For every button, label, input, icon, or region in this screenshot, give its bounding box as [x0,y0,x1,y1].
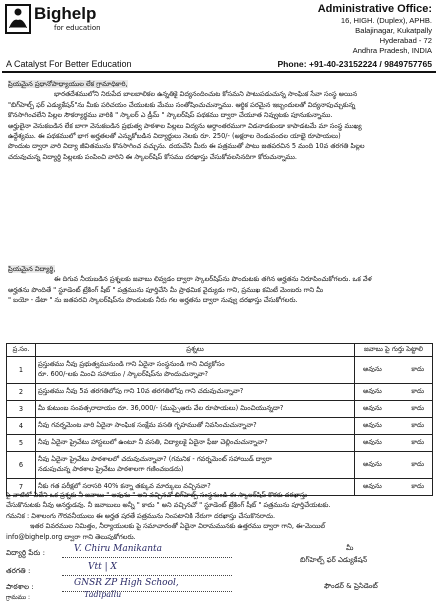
answer-no[interactable]: కాదు [411,365,424,373]
label-village: గ్రామము : [6,594,31,601]
office-line: Hyderabad - 72 [379,36,432,45]
answer-no[interactable]: కాదు [411,387,424,395]
answer-cell[interactable] [355,452,433,479]
answer-no[interactable]: కాదు [411,421,424,429]
col-answer-header: జవాబు పై గుర్తు పెట్టాలి [355,344,433,357]
answer-no[interactable]: కాదు [411,482,424,490]
student-salutation: ప్రియమైన విద్యార్థి, [8,265,56,273]
row-number: 1 [7,357,36,384]
answer-no[interactable]: కాదు [411,438,424,446]
answer-cell[interactable] [355,401,433,418]
row-number: 5 [7,435,36,452]
letter-line: పొందుట ద్వారా వారి విద్యా జీవితమును కొనసాగించ వచ్చును. దయచేసి మీరు ఈ పత్రముతో పాటు జతపరచిన 5 మంది 10వ తరగతి పిల్లల [8,142,365,151]
letter-line: భారతదేశములోని నిరుపేద బాలబాలికల ఉన్నతికై విద్యనందించుట కోసమని పాటుపడుచున్న సాంఘిక సేవా సంస్థ అయిన [54,90,358,99]
letter-line: కొనసాగించలేని పిల్లల సౌకర్యార్థము వారికి " స్కాలర్ ఎ డ్రీమ్ " స్కాలర్‌షిప్ పథకము ద్వారా చేయూత నివ్వుటకు పూనుకున్నాము. [8,111,333,120]
question-text [36,357,355,384]
letter-line: "బిగ్‌హెల్ప్ ఫర్ ఎడ్యుకేషన్"ను మీకు పరిచయం చేయుటకు మేము సంతోషించుచున్నాము. ఆర్థిక పరమైన ఇబ్బందులతో విద్యనాపుచ్చుకున్న [8,100,356,109]
label-class: తరగతి : [6,566,31,575]
question-line: నీవు ఏదైనా ప్రైవేటు పాఠశాలలో చదువుచున్నావా? (గమనిక - గవర్నమెంట్ సహాయిడ్ ద్వారా [38,455,272,463]
answer-yes[interactable]: అవును [363,365,382,373]
office-line: Andhra Pradesh, INDIA [352,46,432,55]
answer-yes[interactable]: అవును [363,438,382,446]
letter-line: ఉద్దేశ్యము. ఈ పథకములో భాగ అర్హతలతో ఎన్నుకోబడిన విద్యార్థులు నెలకు రూ. 250/- (అక్షరాల రెండువందల యాభై రూపాయలు) [8,132,341,141]
student-name-value[interactable]: V. Chiru Manikanta [74,544,163,554]
table-row [7,401,433,418]
student-line: " బయో - డేటా " ను జతపరచి స్కాలర్‌షిప్‌ను పొందుటకు నీరు గల అర్హతను ద్వారా నువ్వు దరఖాస్తు చేసుకోగలరు. [8,296,298,305]
footer-line: ఇతర వివరముల నిమిత్తం, నీర్యాయులకు పై సమాచారంతో ఏదైనా విరామమునకు ఉత్తరము ద్వారా గాని, ఈ-మెయిల్ [30,522,326,531]
answer-cell[interactable] [355,435,433,452]
student-line: అర్హతను పొందితే " స్టూడెంట్ ట్రేకింగ్ షీట్ " పత్రమును పూర్తిచేసి మీ ప్రాథమిక వైద్యుడు గాని, ప్రముఖ కమిటీ మెంబరు గాని మీ [8,285,324,294]
row-number: 6 [7,452,36,479]
table-header-row [7,344,433,357]
sign-organization: బిగ్‌హెల్ప్ ఫర్ ఎడ్యుకేషన్ [300,556,368,564]
office-line: 16, HIGH. (Duplex), APHB. [340,16,432,25]
table-row [7,435,433,452]
class-line [62,575,232,576]
question-line: రూ. 600/-లకు మించి సహాయం / స్కాలర్‌షిప్‌ను పొందుచున్నావా? [38,370,209,378]
table-row [7,384,433,401]
question-line: ప్రస్తుతము నీవు 5వ తరగతిలోపు గాని 10వ తరగతిలోపు గాని చదువుచున్నావా? [38,387,244,395]
question-text [36,384,355,401]
brand-subtitle: for education [54,24,101,32]
phone-number: Phone: +91-40-23152224 / 9849757765 [277,59,432,69]
row-number: 2 [7,384,36,401]
bighelp-logo-icon [5,4,31,34]
question-text [36,401,355,418]
answer-yes[interactable]: అవును [363,482,382,490]
question-text [36,452,355,479]
letter-line: చదువుచున్న విద్యార్థి పిల్లలకు పంపించి వారిని ఈ స్కాలర్‌షిప్ కోసము దరఖాస్తు చేసుకోవలసినదిగా కోరుచున్నాము. [8,152,298,161]
table-row [7,418,433,435]
question-text [36,418,355,435]
office-address [232,3,432,56]
footer-line: info@bighelp.org ద్వారా గాని తెలుపుకోగలరు. [6,532,136,541]
student-line: ఈ దిగువ నీయబడిన ప్రశ్నలకు జవాబు లివ్వడం ద్వారా స్కాలర్‌షిప్‌ను పొందుటకు తగిన అర్హతను నిరూపించుకోగలరు. ఒక వేళ [54,275,372,284]
answer-cell[interactable] [355,357,433,384]
row-number: 7 [7,479,36,496]
col-number-header: ప్ర.సం. [7,344,36,357]
question-text [36,435,355,452]
answer-yes[interactable]: అవును [363,404,382,412]
salutation: ప్రియమైన ప్రధానోపాధ్యాయుల లేక గ్రామాధికారి, [8,80,128,88]
answer-cell[interactable] [355,384,433,401]
question-line: నడుపుచున్న పాఠశాల ప్రైవేటు పాఠశాలగా గణించబడదు) [38,465,184,473]
answer-yes[interactable]: అవును [363,421,382,429]
label-student-name: విద్యార్థి పేరు : [6,548,45,557]
sign-title: ఫౌండర్ & ప్రెసిడెంట్ [324,582,378,590]
tagline: A Catalyst For Better Education [6,59,132,69]
table-row [7,357,433,384]
header-divider [2,71,436,73]
footer-notes [6,490,432,542]
office-line: Balajinagar, Kukatpally [355,26,432,35]
footer-line: పై వాటిలో ఏదేని ఒక ప్రశ్నకు నీ జవాబు " అవును " అని వచ్చినచో బిగ్‌హెల్ప్ సంస్థనుండి ఈ స్కాలర్‌షిప్ కొరకు దరఖాస్తు [6,491,308,499]
letter-line: అర్హులైనా వెనుకబడిన లేక బాగా వెనుకబడిన ప్రభుత్వ పాఠశాల పిల్లలు విద్యను అర్ధాంతరముగా విడనాడకుండా కాపాడటమే మా సంస్థ ముఖ్య [8,121,362,130]
eligibility-table [6,343,433,496]
name-line [62,557,232,558]
sign-label: మీ [346,544,354,552]
question-line: నీకు గత పరీక్షలో సరాసరి 40% కన్నా తక్కువ మార్కులు వచ్చినవా? [38,482,211,490]
question-line: నీవు ఏదైనా ప్రైవేటు హాస్టలులో ఉంటూ నీ వసతి, విద్యాలకై ఏదైనా ఫీజు చెల్లించుచున్నావా? [38,438,268,446]
office-heading: Administrative Office: [317,3,432,15]
class-value[interactable]: Vtt | X [88,562,117,572]
answer-no[interactable]: కాదు [411,404,424,412]
school-value[interactable]: GNSR ZP High School, [74,578,179,588]
question-line: ప్రస్తుతము నీవు ప్రభుత్వమునుండి గాని ఏదైనా సంస్థనుండి గాని విద్యకోసం [38,360,225,368]
question-line: నీవు గవర్నమెంట వారి ఏదైనా సాంఘిక సంక్షేమ వసతి గృహముతో నివసించుచున్నావా? [38,421,257,429]
village-value[interactable]: Tadipallu [84,590,122,599]
question-line: మీ కుటుంబ సంవత్సరాదాయం రూ. 36,000/- (ముప్పైఆరు వేల రూపాయలు) మించియున్నదా? [38,404,284,412]
answer-no[interactable]: కాదు [411,460,424,468]
table-row [7,452,433,479]
brand-name: Bighelp [34,4,97,23]
answer-yes[interactable]: అవును [363,387,382,395]
col-question-header: ప్రశ్నలు [36,344,355,357]
answer-cell[interactable] [355,418,433,435]
footer-line: గమనిక : విశాలంగు గౌరవనీయులు ఈ అర్హత షరతే పత్రమును నింపటానికి నేరుగా దరఖాస్తు చేసుకొనరాదు. [6,511,276,520]
row-number: 3 [7,401,36,418]
answer-yes[interactable]: అవును [363,460,382,468]
student-section [8,264,432,306]
footer-line: చేసుకొనుటకు నీవు అనర్హుడవు. నీ జవాబులు అన్నీ " కాదు " అని వచ్చినచో " స్టూడెంట్ ట్రేకింగ్ షీట్ " పత్రమును పూర్తిచేయటకు. [6,501,331,510]
label-school: పాఠశాల : [6,582,34,591]
letter-body [8,79,432,162]
row-number: 4 [7,418,36,435]
